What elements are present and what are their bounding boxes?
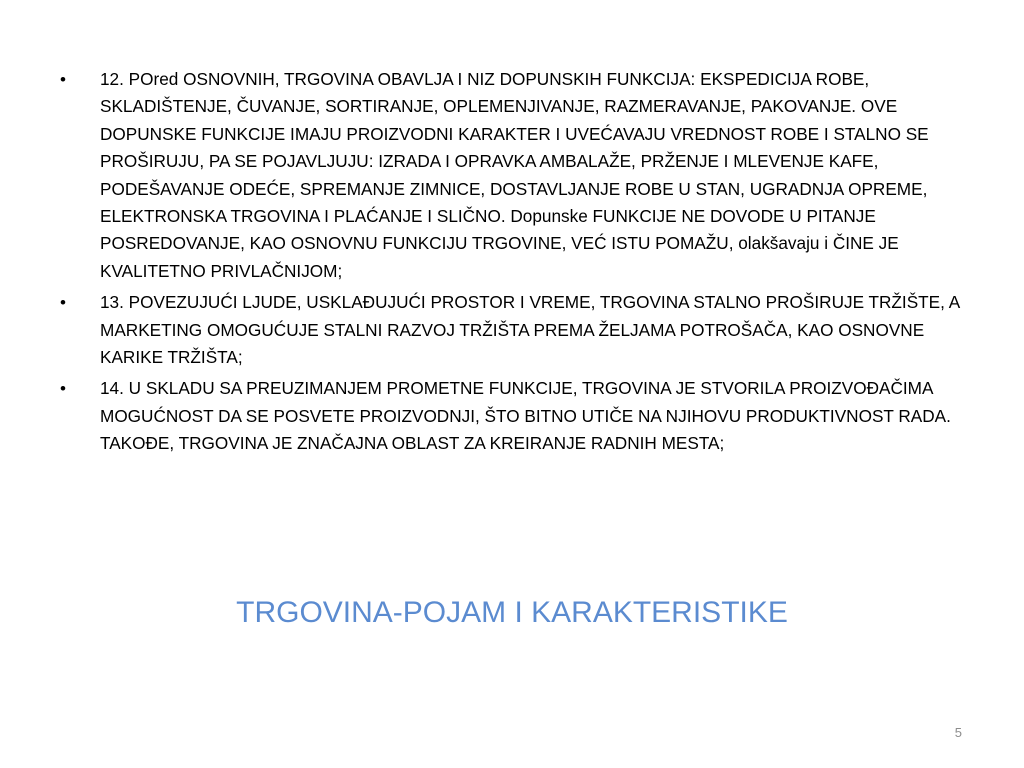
bullet-list <box>56 66 966 462</box>
bullet-text: 13. POVEZUJUĆI LJUDE, USKLAĐUJUĆI PROSTOR I VREME, TRGOVINA STALNO PROŠIRUJE TRŽIŠTE, A MARKETING OMOGUĆUJE STALNI RAZVOJ TRŽIŠTA PREMA ŽELJAMA POTROŠAČA, KAO OSNOVNE KARIKE TRŽIŠTA; <box>100 292 960 368</box>
bullet-item-12 <box>56 66 966 285</box>
bullet-marker: • <box>60 293 66 313</box>
bullet-item-14 <box>56 375 966 457</box>
bullet-item-13 <box>56 289 966 371</box>
bullet-marker: • <box>60 379 66 399</box>
slide-title: TRGOVINA-POJAM I KARAKTERISTIKE <box>236 596 788 629</box>
bullet-text: 12. POred OSNOVNIH, TRGOVINA OBAVLJA I NIZ DOPUNSKIH FUNKCIJA: EKSPEDICIJA ROBE, SKLADIŠTENJE, ČUVANJE, SORTIRANJE, OPLEMENJIVANJE, RAZMERAVANJE, PAKOVANJE. OVE DOPUNSKE FUNKCIJE IMAJU PROIZVODNI KARAKTER I UVEĆAVAJU VREDNOST ROBE I STALNO SE PROŠIRUJU, PA SE POJAVLJUJU: IZRADA I OPRAVKA AMBALAŽE, PRŽENJE I MLEVENJE KAFE, PODEŠAVANJE ODEĆE, SPREMANJE ZIMNICE, DOSTAVLJANJE ROBE U STAN, UGRADNJA OPREME, ELEKTRONSKA TRGOVINA I PLAĆANJE I SLIČNO. Dopunske FUNKCIJE NE DOVODE U PITANJE POSREDOVANJE, KAO OSNOVNU FUNKCIJU TRGOVINE, VEĆ ISTU POMAŽU, olakšavaju i ČINE JE KVALITETNO PRIVLAČNIJOM; <box>100 69 929 281</box>
bullet-text: 14. U SKLADU SA PREUZIMANJEM PROMETNE FUNKCIJE, TRGOVINA JE STVORILA PROIZVOĐAČIMA MOGUĆNOST DA SE POSVETE PROIZVODNJI, ŠTO BITNO UTIČE NA NJIHOVU PRODUKTIVNOST RADA. TAKOĐE, TRGOVINA JE ZNAČAJNA OBLAST ZA KREIRANJE RADNIH MESTA; <box>100 378 951 454</box>
bullet-marker: • <box>60 70 66 89</box>
page-number: 5 <box>954 725 962 740</box>
